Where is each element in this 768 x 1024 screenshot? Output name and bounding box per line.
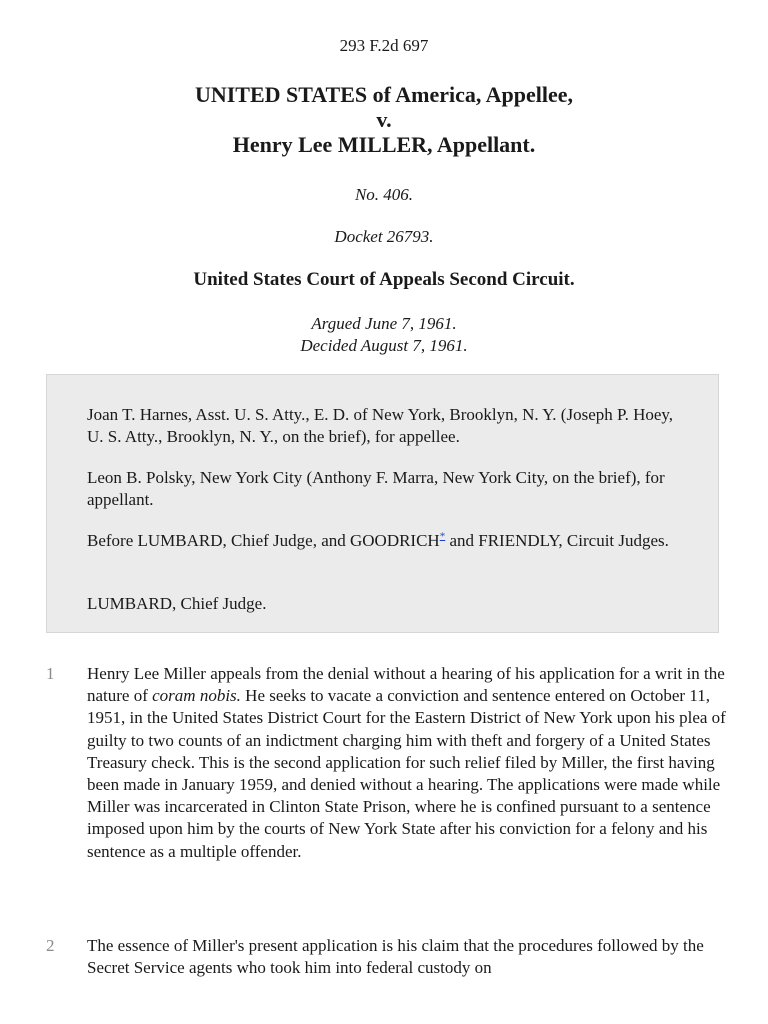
caption-appellee: UNITED STATES of America, Appellee, [194, 82, 574, 107]
case-number: No. 406. [354, 185, 414, 204]
paragraph-number: 1 [46, 664, 55, 683]
case-citation: 293 F.2d 697 [339, 36, 429, 55]
argued-date: Argued June 7, 1961. [311, 314, 457, 333]
paragraph-number: 2 [46, 936, 55, 955]
bench-text-after: and FRIENDLY, Circuit Judges. [445, 531, 669, 550]
bench-text-before: Before LUMBARD, Chief Judge, and GOODRICH [87, 531, 440, 550]
paragraph-italic-term: coram nobis. [152, 686, 241, 706]
footnote-link[interactable]: * [439, 530, 446, 543]
caption-appellant: Henry Lee MILLER, Appellant. [232, 132, 536, 157]
paragraph-text: The essence of Miller's present application is his claim that the procedures followed by the Secret Service agents who took him into federal custody on [87, 936, 704, 978]
case-caption [0, 82, 768, 158]
caption-versus: v. [376, 107, 392, 132]
paragraph-text-part: He seeks to vacate a conviction and sentence entered on October 11, 1951, in the United States District Court for the Eastern District of New York upon his plea of guilty to two counts of an indictment charging him with theft and forgery of a United States Treasury check. This is the second application for such relief filed by Miller, the first having been made in January 1959, and denied without a hearing. The applications were made while Miller was incarcerated in Clinton State Prison, where he is confined pursuant to a sentence imposed upon him by the courts of New York State after his conviction for a felony and his sentence as a multiple offender. [87, 686, 726, 861]
opinion-author: LUMBARD, Chief Judge. [87, 594, 267, 613]
counsel-box [46, 374, 719, 633]
counsel-appellant: Leon B. Polsky, New York City (Anthony F. Marra, New York City, on the brief), for appellant. [87, 468, 665, 509]
decided-date: Decided August 7, 1961. [300, 336, 468, 355]
bench-panel [87, 530, 687, 552]
court-name: United States Court of Appeals Second Circuit. [193, 269, 575, 290]
docket-number: Docket 26793. [334, 227, 434, 246]
paragraph-text-part: Henry Lee Miller appeals from the denial without a hearing of his application for a writ in the nature of [87, 664, 725, 706]
counsel-appellee: Joan T. Harnes, Asst. U. S. Atty., E. D. of New York, Brooklyn, N. Y. (Joseph P. Hoey, U. S. Atty., Brooklyn, N. Y., on the brief), for appellee. [87, 405, 674, 446]
case-dates [0, 313, 768, 357]
paragraph-text [87, 663, 727, 863]
